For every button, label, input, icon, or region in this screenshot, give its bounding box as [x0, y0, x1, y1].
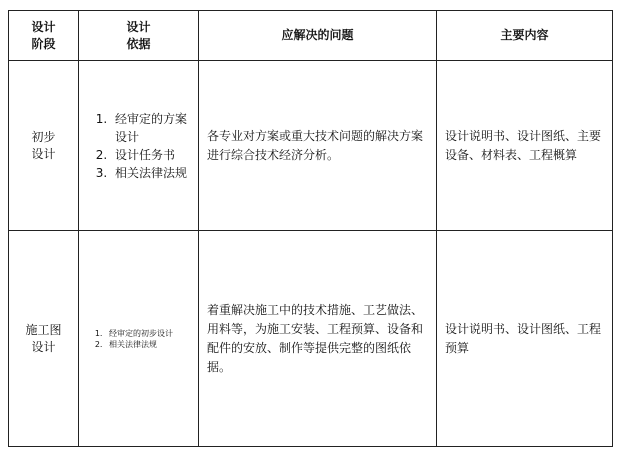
table-row: [9, 61, 613, 231]
content-cell: 设计说明书、设计图纸、主要设备、材料表、工程概算: [437, 61, 613, 231]
list-item: 1. 经审定的初步设计: [105, 328, 190, 339]
stage-text: 设计: [31, 146, 56, 161]
header-main-content: 主要内容: [437, 11, 613, 61]
list-item: 2. 设计任务书: [111, 146, 190, 164]
content-cell: 设计说明书、设计图纸、工程预算: [437, 231, 613, 447]
header-text: 阶段: [31, 36, 56, 51]
basis-cell: [79, 61, 199, 231]
basis-list: [87, 328, 190, 350]
stage-text: 设计: [31, 339, 56, 354]
basis-list: [87, 110, 190, 182]
list-item: 1. 经审定的方案设计: [111, 110, 190, 146]
header-text: 依据: [126, 36, 151, 51]
header-text: 设计: [31, 19, 56, 34]
header-design-basis: [79, 11, 199, 61]
table-row: [9, 231, 613, 447]
problems-cell: 各专业对方案或重大技术问题的解决方案进行综合技术经济分析。: [199, 61, 437, 231]
header-design-stage: [9, 11, 79, 61]
header-problems: 应解决的问题: [199, 11, 437, 61]
stage-cell: [9, 231, 79, 447]
stage-text: 施工图: [25, 322, 62, 337]
list-item: 3. 相关法律法规: [111, 164, 190, 182]
stage-cell: [9, 61, 79, 231]
list-item: 2. 相关法律法规: [105, 339, 190, 350]
header-text: 设计: [126, 19, 151, 34]
design-stage-table: [8, 10, 613, 447]
stage-text: 初步: [31, 129, 56, 144]
problems-cell: 着重解决施工中的技术措施、工艺做法、用料等，为施工安装、工程预算、设备和配件的安放、制作等提供完整的图纸依据。: [199, 231, 437, 447]
table-header-row: [9, 11, 613, 61]
basis-cell: [79, 231, 199, 447]
